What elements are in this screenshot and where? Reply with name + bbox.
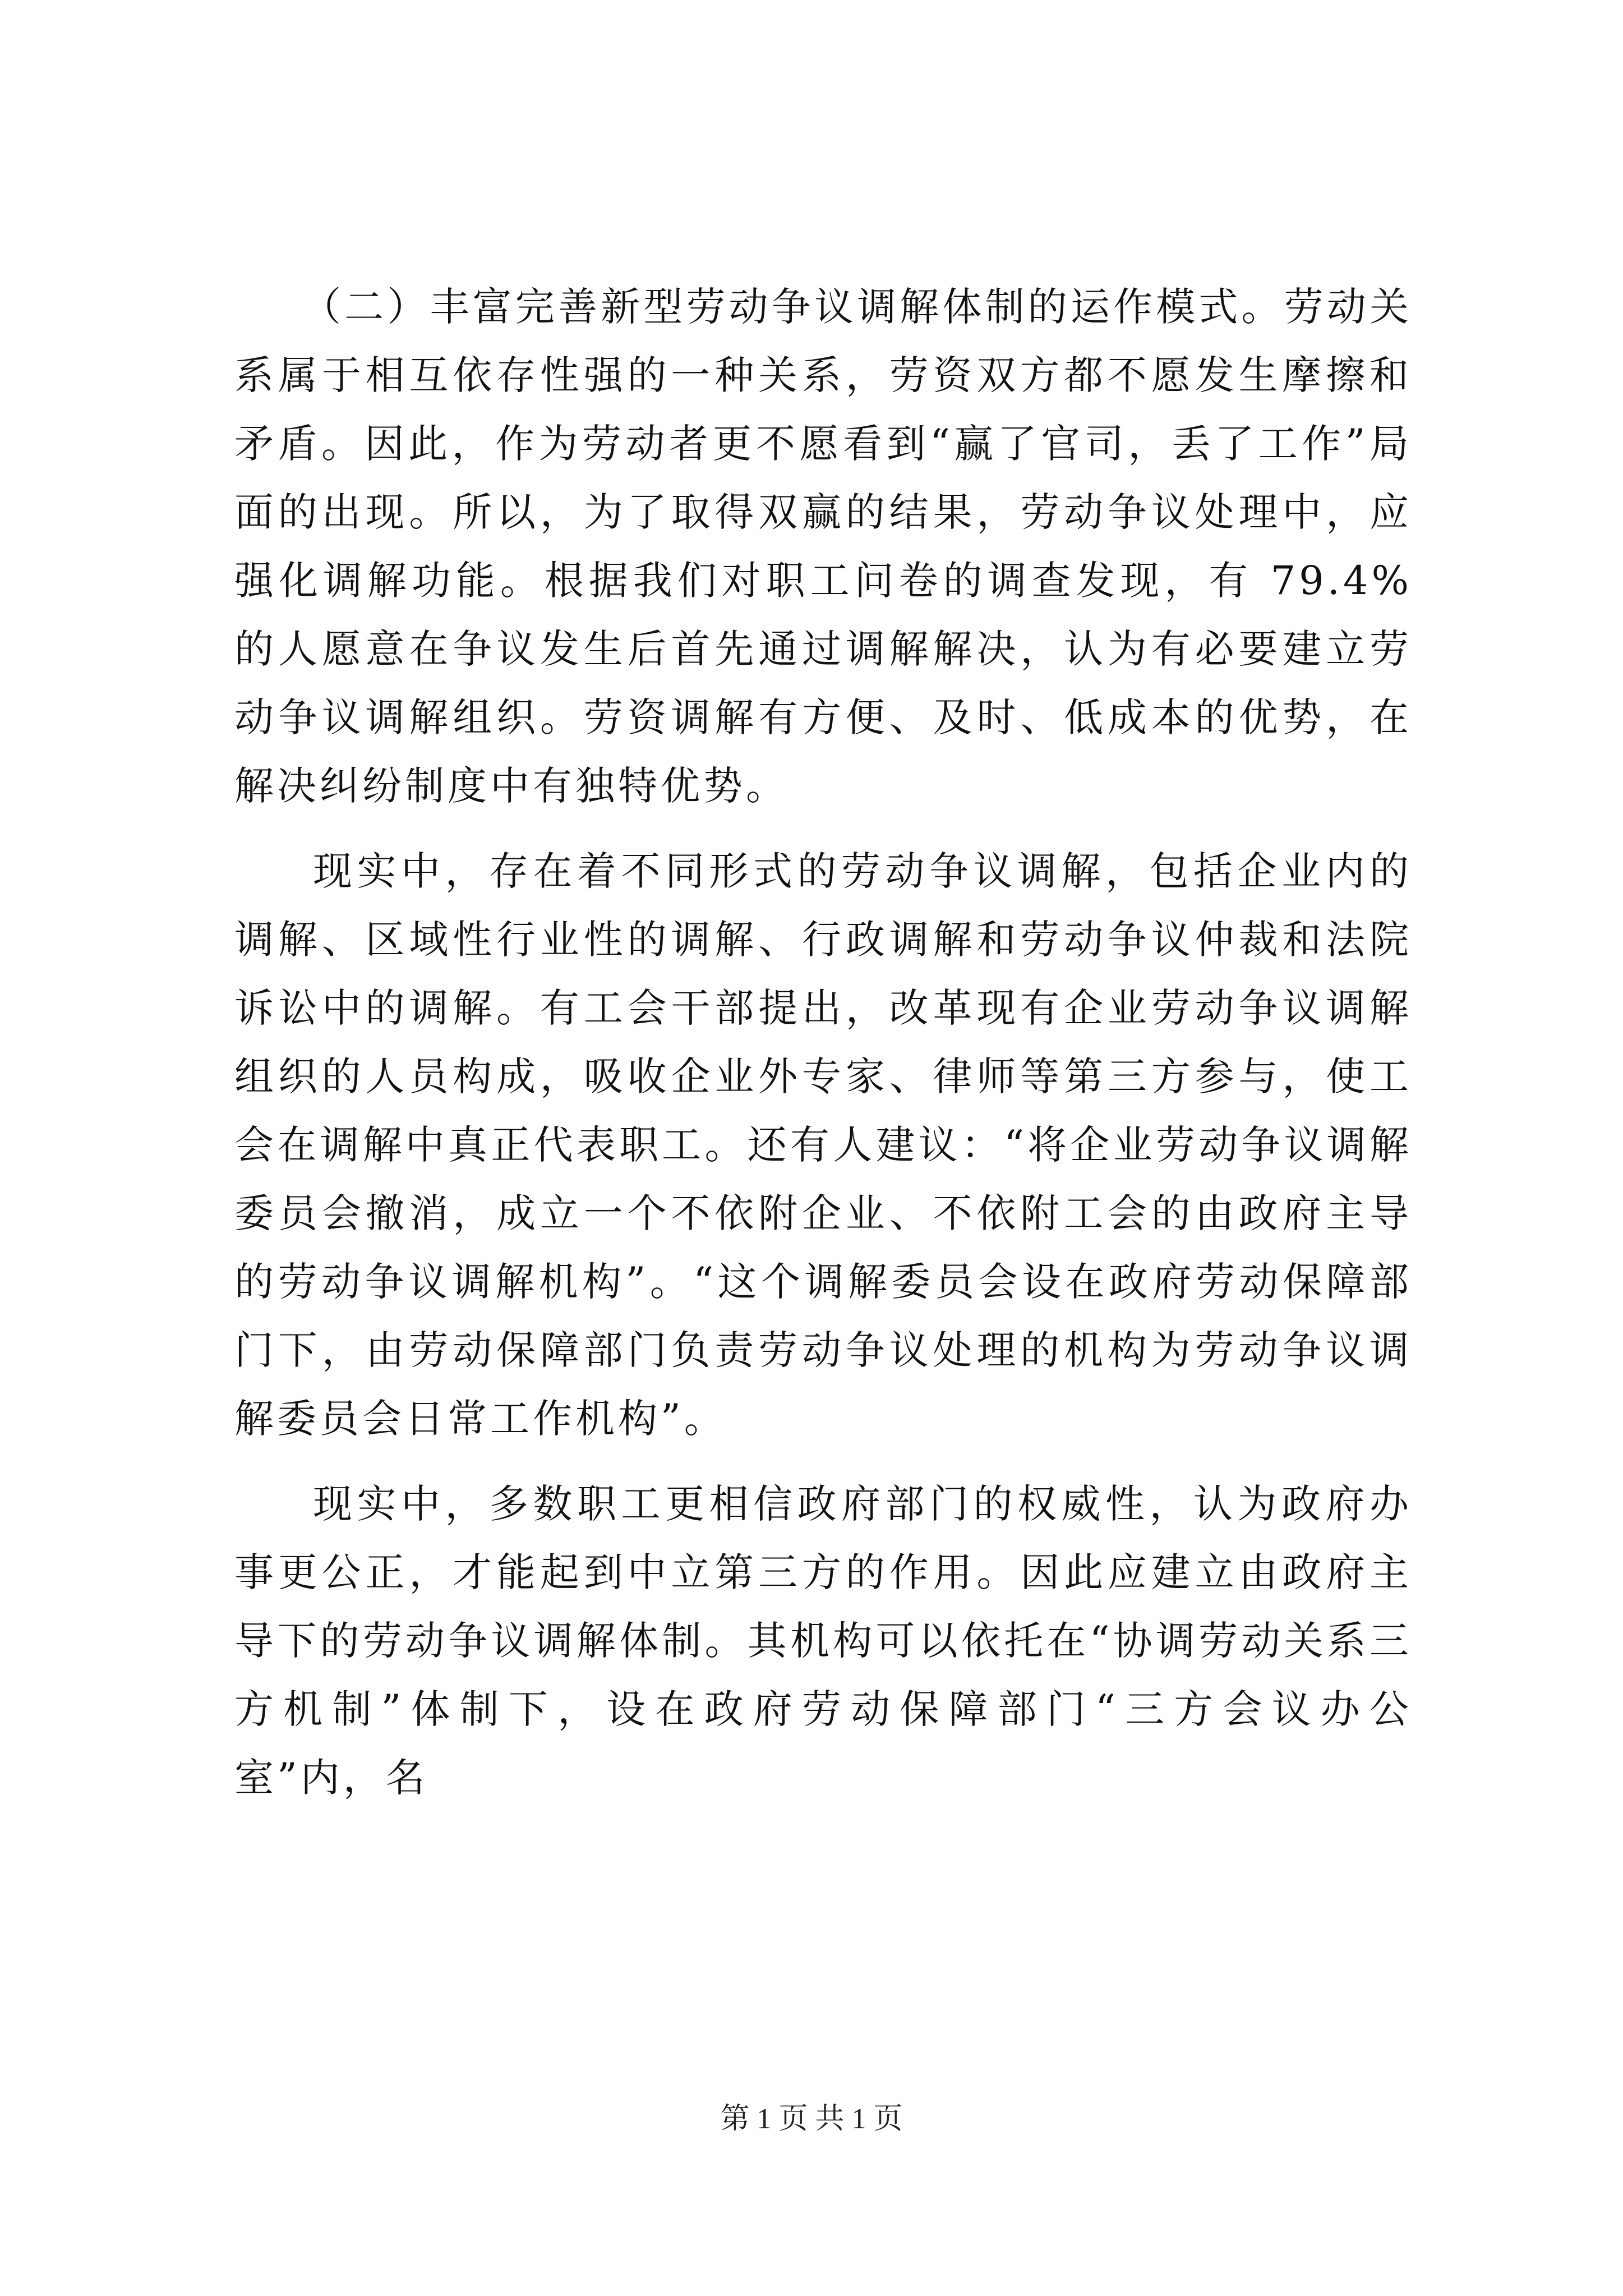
paragraph-1: （二）丰富完善新型劳动争议调解体制的运作模式。劳动关系属于相互依存性强的一种关系，劳资双方都不愿发生摩擦和矛盾。因此，作为劳动者更不愿看到“赢了官司，丢了工作”局面的出现。所以，为了取得双赢的结果，劳动争议处理中，应强化调解功能。根据我们对职工问卷的调查发现，有 79.4%的人愿意在争议发生后首先通过调解解决，认为有必要建立劳动争议调解组织。劳资调解有方便、及时、低成本的优势，在解决纠纷制度中有独特优势。 [234, 284, 1412, 809]
page-number-footer: 第 1 页 共 1 页 [720, 2103, 903, 2135]
paragraph-2: 现实中，存在着不同形式的劳动争议调解，包括企业内的调解、区域性行业性的调解、行政调解和劳动争议仲裁和法院诉讼中的调解。有工会干部提出，改革现有企业劳动争议调解组织的人员构成，吸收企业外专家、律师等第三方参与，使工会在调解中真正代表职工。还有人建议：“将企业劳动争议调解委员会撤消，成立一个不依附企业、不依附工会的由政府主导的劳动争议调解机构”。“这个调解委员会设在政府劳动保障部门下，由劳动保障部门负责劳动争议处理的机构为劳动争议调解委员会日常工作机构”。 [234, 848, 1412, 1442]
document-body [234, 273, 1412, 1829]
paragraph-3: 现实中，多数职工更相信政府部门的权威性，认为政府办事更公正，才能起到中立第三方的作用。因此应建立由政府主导下的劳动争议调解体制。其机构可以依托在“协调劳动关系三方机制”体制下，设在政府劳动保障部门“三方会议办公室”内，名 [234, 1481, 1412, 1801]
